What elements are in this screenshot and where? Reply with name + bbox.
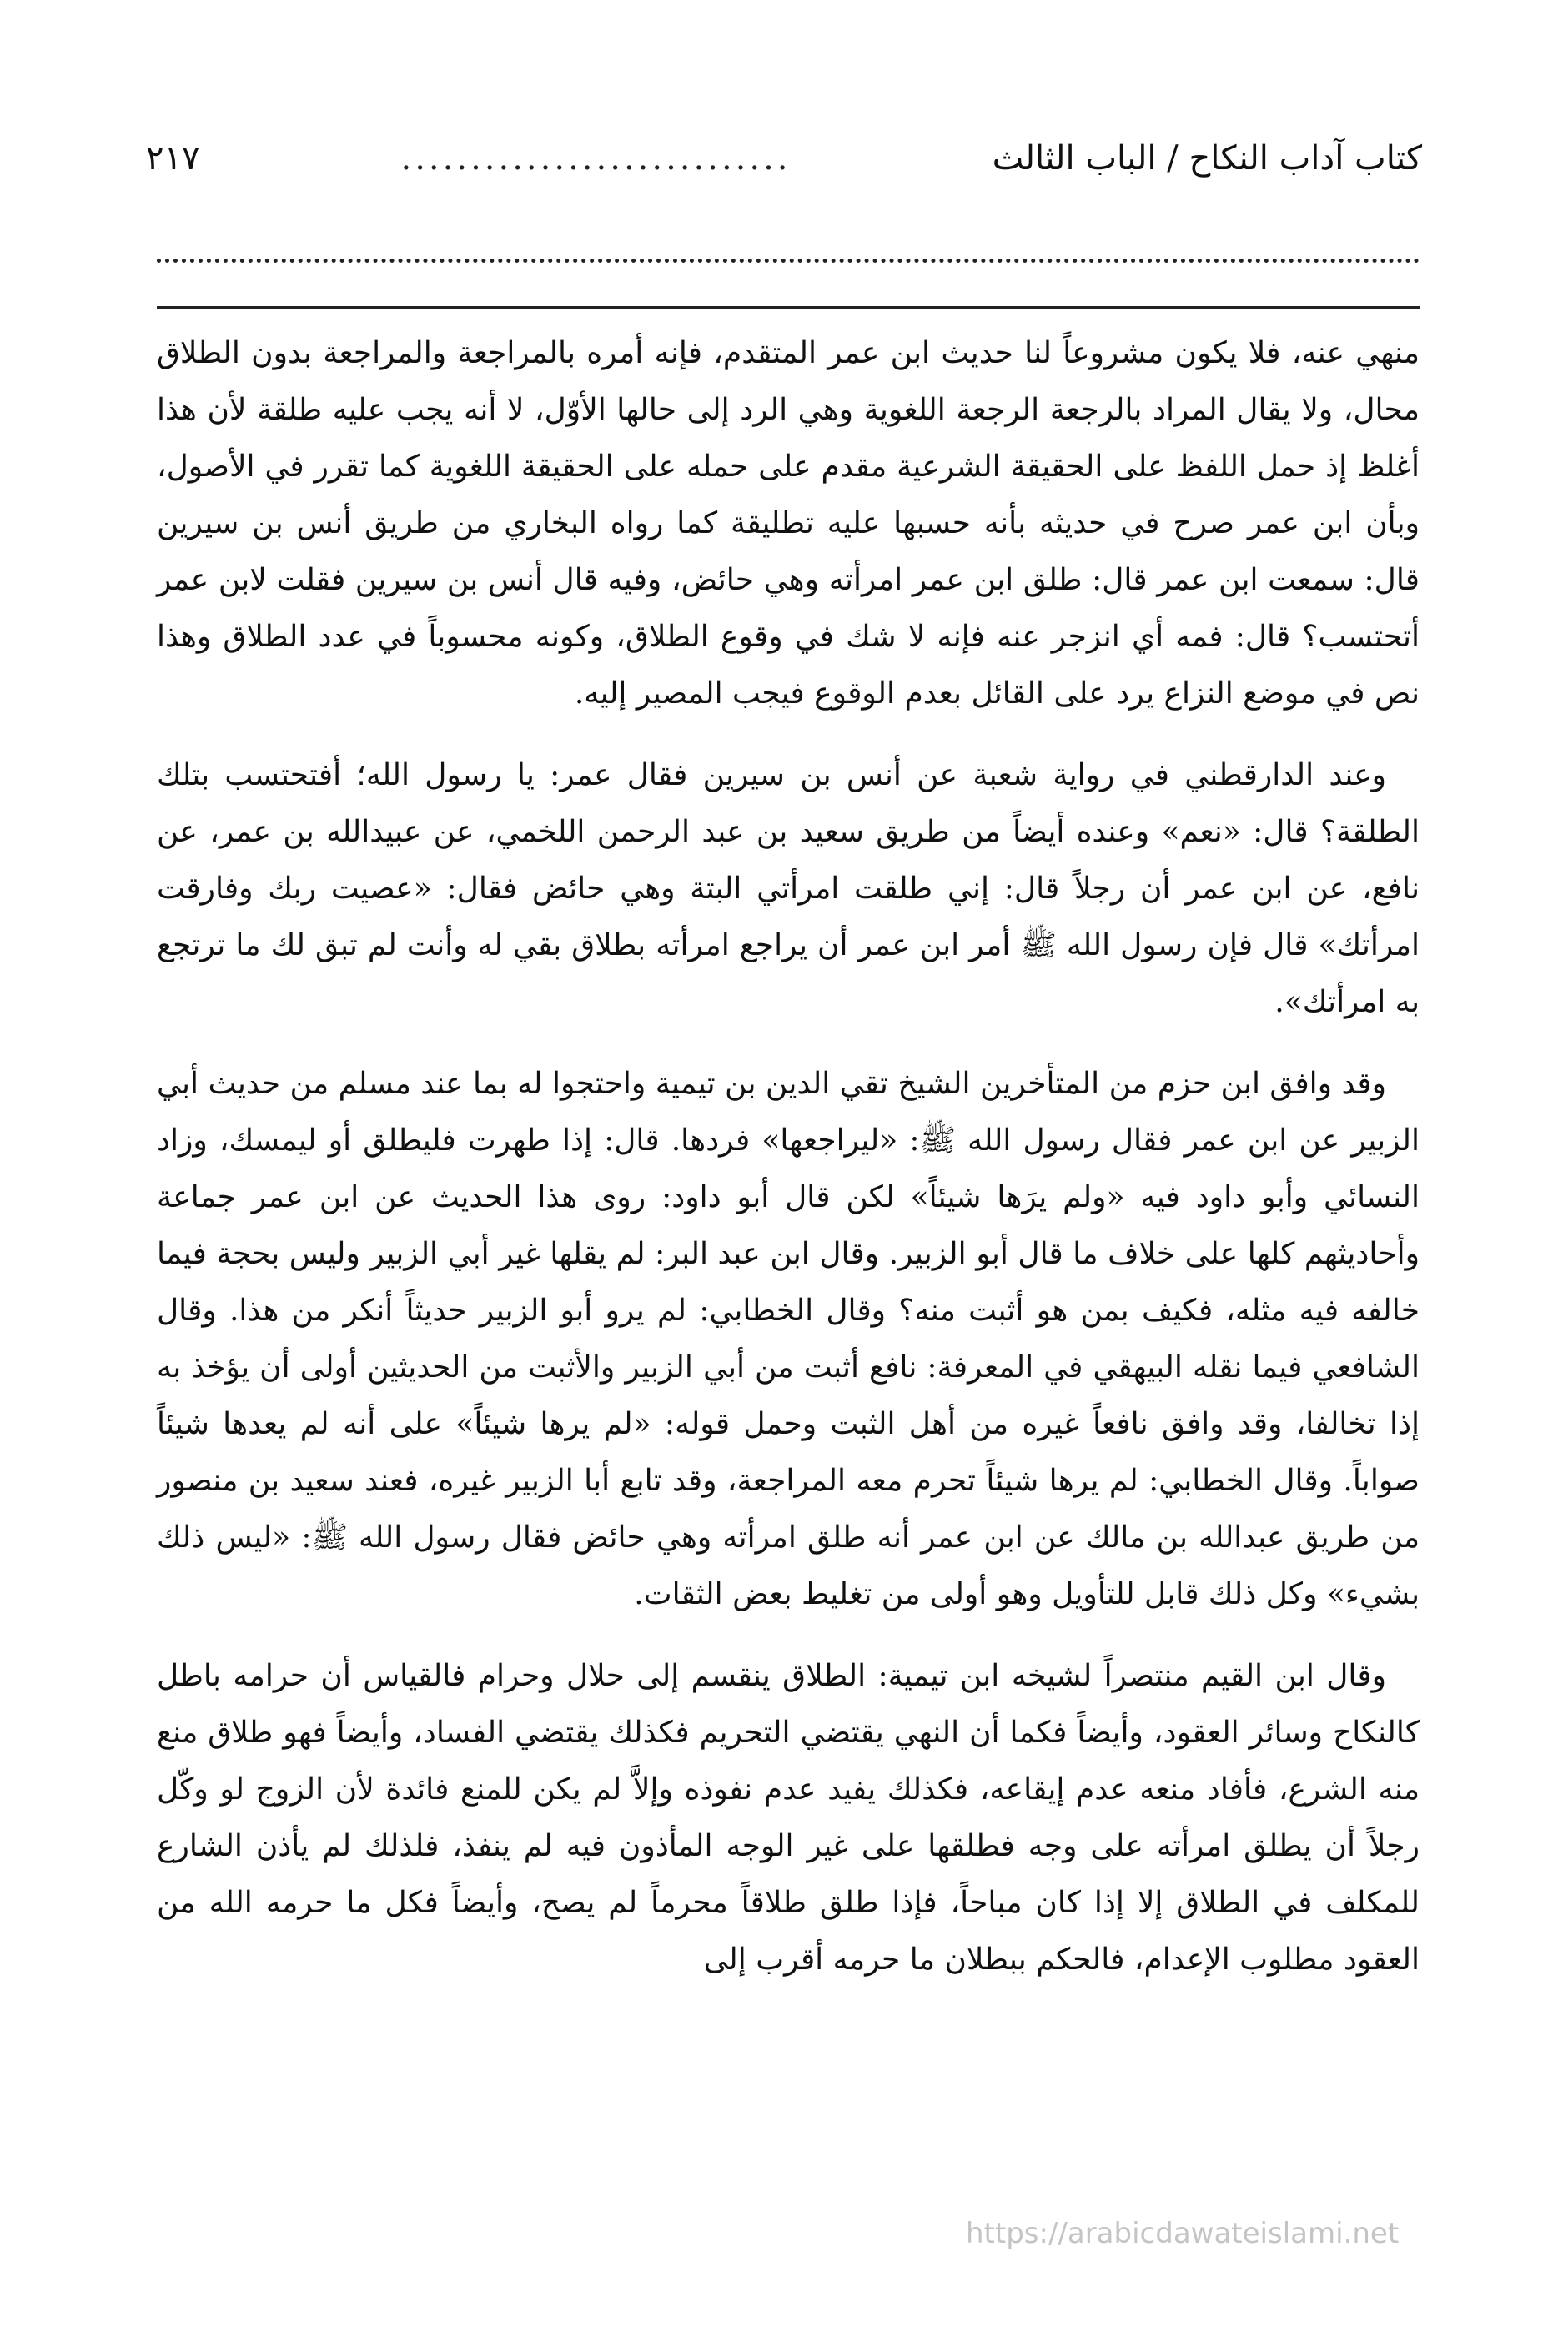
dot-leader: ............................ (400, 139, 792, 178)
chapter-title: كتاب آداب النكاح / الباب الثالث (992, 139, 1422, 178)
body-text (157, 325, 1420, 2013)
paragraph: وقال ابن القيم منتصراً لشيخه ابن تيمية: الطلاق ينقسم إلى حلال وحرام فالقياس أن حرامه باطل كالنكاح وسائر العقود، وأيضاً فكما أن النهي يقتضي التحريم فكذلك يقتضي الفساد، وأيضاً فهو طلاق منع منه الشرع، فأفاد منعه عدم إيقاعه، فكذلك يفيد عدم نفوذه وإلاَّ لم يكن للمنع فائدة لأن الزوج لو وكّل رجلاً أن يطلق امرأته على وجه فطلقها على غير الوجه المأذون فيه لم ينفذ، فلذلك لم يأذن الشارع للمكلف في الطلاق إلا إذا كان مباحاً، فإذا طلق طلاقاً محرماً لم يصح، وأيضاً فكل ما حرمه الله من العقود مطلوب الإعدام، فالحكم ببطلان ما حرمه أقرب إلى (157, 1659, 1420, 1977)
watermark-url: https://arabicdawateislami.net (966, 2217, 1400, 2250)
page-number: ٢١٧ (146, 139, 200, 178)
dotted-divider (157, 259, 1420, 279)
header-rule (157, 306, 1420, 309)
paragraph: منهي عنه، فلا يكون مشروعاً لنا حديث ابن عمر المتقدم، فإنه أمره بالمراجعة والمراجعة بدون الطلاق محال، ولا يقال المراد بالرجعة الرجعة اللغوية وهي الرد إلى حالها الأوّل، لا أنه يجب عليه طلقة لأن هذا أغلظ إذ حمل اللفظ على الحقيقة الشرعية مقدم على حمله على الحقيقة اللغوية كما تقرر في الأصول، وبأن ابن عمر صرح في حديثه بأنه حسبها عليه تطليقة كما رواه البخاري من طريق أنس بن سيرين قال: سمعت ابن عمر قال: طلق ابن عمر امرأته وهي حائض، وفيه قال أنس بن سيرين فقلت لابن عمر أتحتسب؟ قال: فمه أي انزجر عنه فإنه لا شك في وقوع الطلاق، وكونه محسوباً في عدد الطلاق وهذا نص في موضع النزاع يرد على القائل بعدم الوقوع فيجب المصير إليه. (157, 336, 1420, 711)
paragraph: وقد وافق ابن حزم من المتأخرين الشيخ تقي الدين بن تيمية واحتجوا له بما عند مسلم من حديث أبي الزبير عن ابن عمر فقال رسول الله ﷺ: «ليراجعها» فردها. قال: إذا طهرت فليطلق أو ليمسك، وزاد النسائي وأبو داود فيه «ولم يرَها شيئاً» لكن قال أبو داود: روى هذا الحديث عن ابن عمر جماعة وأحاديثهم كلها على خلاف ما قال أبو الزبير. وقال ابن عبد البر: لم يقلها غير أبي الزبير وليس بحجة فيما خالفه فيه مثله، فكيف بمن هو أثبت منه؟ وقال الخطابي: لم يرو أبو الزبير حديثاً أنكر من هذا. وقال الشافعي فيما نقله البيهقي في المعرفة: نافع أثبت من أبي الزبير والأثبت من الحديثين أولى أن يؤخذ به إذا تخالفا، وقد وافق نافعاً غيره من أهل الثبت وحمل قوله: «لم يرها شيئاً» على أنه لم يعدها شيئاً صواباً. وقال الخطابي: لم يرها شيئاً تحرم معه المراجعة، وقد تابع أبا الزبير غيره، فعند سعيد بن منصور من طريق عبدالله بن مالك عن ابن عمر أنه طلق امرأته وهي حائض فقال رسول الله ﷺ: «ليس ذلك بشيء» وكل ذلك قابل للتأويل وهو أولى من تغليط بعض الثقات. (157, 1067, 1420, 1611)
running-header (146, 133, 1422, 183)
paragraph: وعند الدارقطني في رواية شعبة عن أنس بن سيرين فقال عمر: يا رسول الله؛ أفتحتسب بتلك الطلقة؟ قال: «نعم» وعنده أيضاً من طريق سعيد بن عبد الرحمن اللخمي، عن عبيدالله بن عمر، عن نافع، عن ابن عمر أن رجلاً قال: إني طلقت امرأتي البتة وهي حائض فقال: «عصيت ربك وفارقت امرأتك» قال فإن رسول الله ﷺ أمر ابن عمر أن يراجع امرأته بطلاق بقي له وأنت لم تبق لك ما ترتجع به امرأتك». (157, 758, 1420, 1019)
